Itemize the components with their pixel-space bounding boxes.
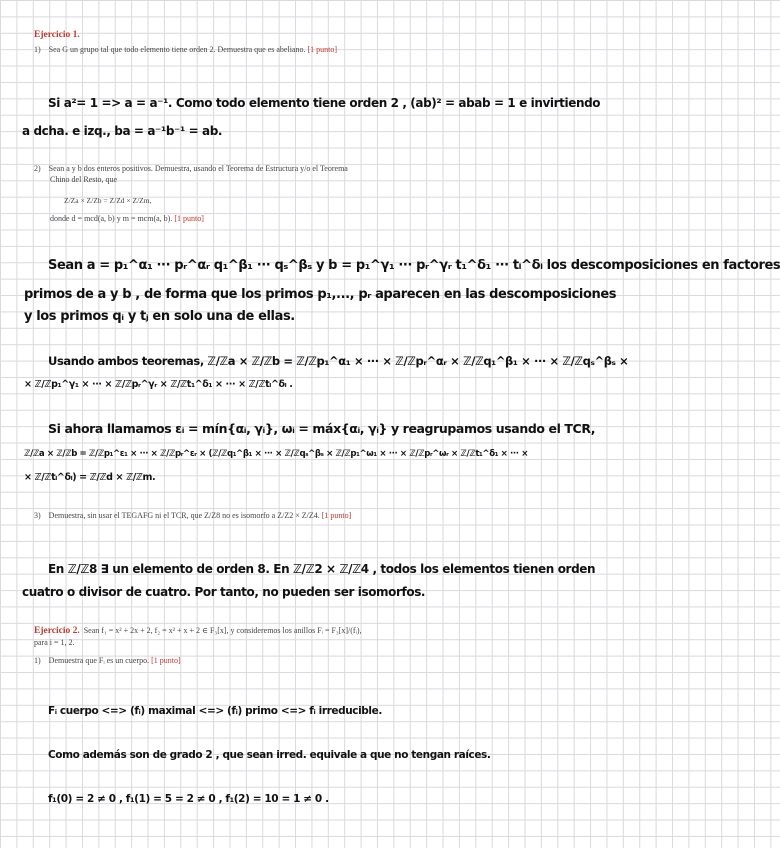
- problem-text: Demuestra que Fᵢ es un cuerpo.: [48, 656, 150, 665]
- answer-2-line-4: Usando ambos teoremas, ℤ/ℤa × ℤ/ℤb = ℤ/ℤp₁^α₁ × ··· × ℤ/ℤpᵣ^αᵣ × ℤ/ℤq₁^β₁ × ··· × ℤ/ℤqₛ^βₛ ×: [48, 354, 629, 368]
- problem-text: Sean a y b dos enteros positivos. Demuestra, usando el Teorema de Estructura y/o el Teorema: [48, 164, 348, 173]
- problem-2-where: [50, 214, 204, 225]
- ex2-heading: Ejercicio 2.: [34, 626, 80, 636]
- answer-3-line-1: En ℤ/ℤ8 ∃ un elemento de orden 8. En ℤ/ℤ2 × ℤ/ℤ4 , todos los elementos tienen orden: [48, 562, 596, 576]
- problem-points: [1 punto]: [307, 45, 338, 54]
- answer-2-line-5: × ℤ/ℤp₁^γ₁ × ··· × ℤ/ℤpᵣ^γᵣ × ℤ/ℤt₁^δ₁ × ··· × ℤ/ℤtₗ^δₗ .: [24, 379, 293, 390]
- problem-2-where-text: donde d = mcd(a, b) y m = mcm(a, b).: [50, 214, 173, 223]
- ex1-heading: Ejercicio 1.: [34, 30, 80, 40]
- answer-4-line-3: f₁(0) = 2 ≠ 0 , f₁(1) = 5 = 2 ≠ 0 , f₁(2) = 10 = 1 ≠ 0 .: [48, 793, 329, 805]
- answer-4-line-2: Como además son de grado 2 , que sean irred. equivale a que no tengan raíces.: [48, 749, 491, 761]
- problem-text: Demuestra, sin usar el TEGAFG ni el TCR, que Z/Z8 no es isomorfo a Z/Z2 × Z/Z4.: [48, 511, 320, 520]
- answer-2-line-7: ℤ/ℤa × ℤ/ℤb = ℤ/ℤp₁^ε₁ × ··· × ℤ/ℤpᵣ^εᵣ × (ℤ/ℤq₁^β₁ × ··· × ℤ/ℤqₛ^βₛ × ℤ/ℤp₁^ω₁ × ··· × ℤ/ℤpᵣ^ωᵣ × ℤ/ℤt₁^δ₁ × ··· ×: [24, 449, 529, 459]
- answer-2-line-3: y los primos qᵢ y tⱼ en solo una de ellas.: [24, 309, 295, 324]
- ex2-intro: [34, 625, 362, 649]
- problem-points: [1 punto]: [151, 656, 181, 665]
- problem-number: 1): [34, 45, 41, 54]
- ex2-problem-1: [34, 656, 181, 667]
- answer-1-line-1: Si a²= 1 => a = a⁻¹. Como todo elemento tiene orden 2 , (ab)² = abab = 1 e invirtiendo: [48, 96, 601, 110]
- problem-number: 1): [34, 656, 41, 665]
- answer-2-line-6: Si ahora llamamos εᵢ = mín{αᵢ, γᵢ}, ωᵢ = máx{αᵢ, γᵢ} y reagrupamos usando el TCR,: [48, 421, 596, 436]
- answer-4-line-1: Fᵢ cuerpo <=> (fᵢ) maximal <=> (fᵢ) primo <=> fᵢ irreducible.: [48, 705, 382, 717]
- problem-points: [1 punto]: [321, 511, 352, 520]
- answer-1-line-2: a dcha. e izq., ba = a⁻¹b⁻¹ = ab.: [22, 124, 223, 138]
- ex1-problem-2: [34, 164, 348, 186]
- ex2-intro-text-2: para i = 1, 2.: [34, 637, 75, 647]
- ex2-intro-text: Sean f₁ = x² + 2x + 2, f₂ = x² + x + 2 ∈ F₃[x], y consideremos los anillos Fᵢ = F₃[x]/(fᵢ),: [83, 626, 362, 635]
- problem-number: 3): [34, 511, 41, 520]
- ex1-problem-3: [34, 511, 351, 522]
- answer-2-line-2: primos de a y b , de forma que los primos p₁,..., pᵣ aparecen en las descomposiciones: [24, 287, 617, 302]
- problem-text: Sea G un grupo tal que todo elemento tiene orden 2. Demuestra que es abeliano.: [48, 45, 306, 54]
- problem-2-equation: Z/Za × Z/Zb = Z/Zd × Z/Zm,: [64, 196, 152, 205]
- answer-2-line-1: Sean a = p₁^α₁ ··· pᵣ^αᵣ q₁^β₁ ··· qₛ^βₛ y b = p₁^γ₁ ··· pᵣ^γᵣ t₁^δ₁ ··· tₗ^δₗ los descomposiciones en factores: [48, 258, 780, 273]
- problem-text-2: Chino del Resto, que: [50, 174, 118, 184]
- ex1-problem-1: [34, 45, 337, 56]
- problem-points: [1 punto]: [174, 214, 204, 223]
- answer-2-line-8: × ℤ/ℤtₗ^δₗ) = ℤ/ℤd × ℤ/ℤm.: [24, 472, 156, 483]
- answer-3-line-2: cuatro o divisor de cuatro. Por tanto, no pueden ser isomorfos.: [22, 585, 426, 599]
- problem-number: 2): [34, 164, 41, 173]
